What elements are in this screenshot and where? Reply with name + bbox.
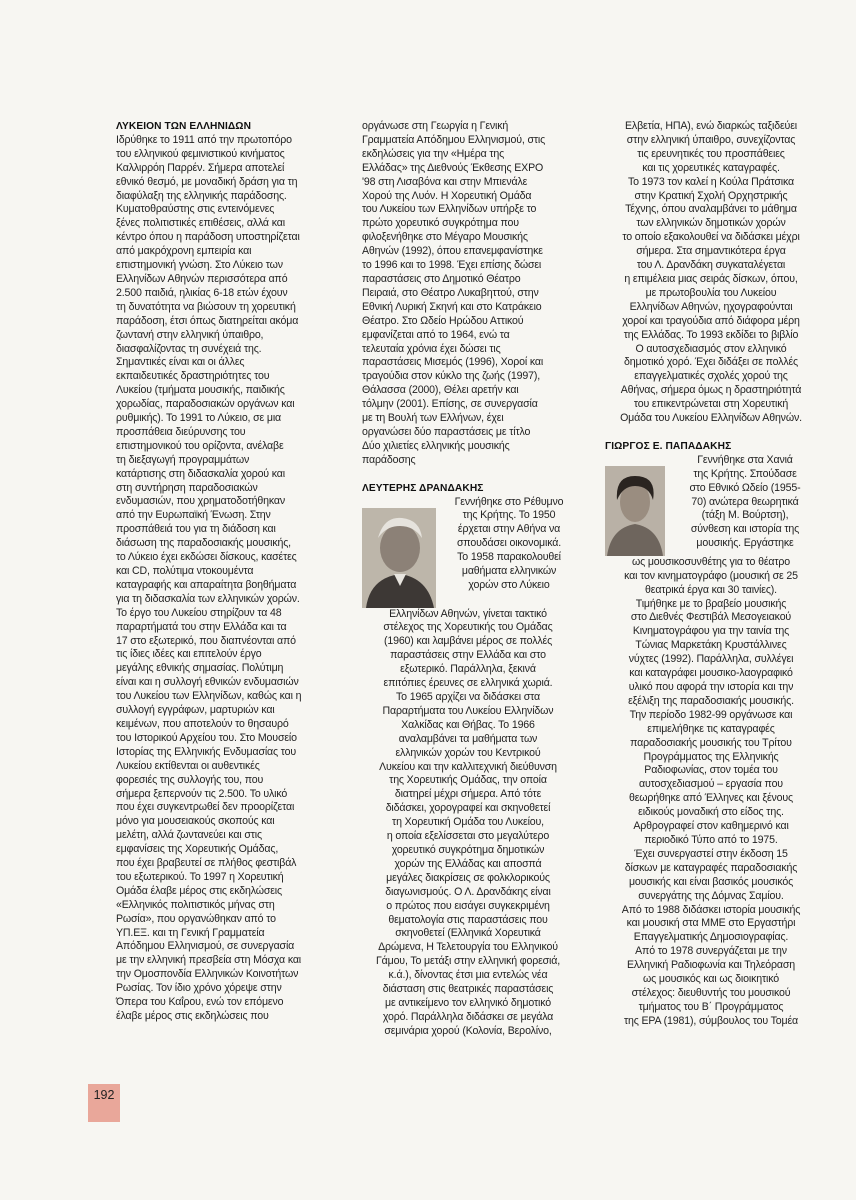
drandakis-bio-continued (605, 120, 817, 426)
text-line: δημοτικό χορό. Έχει διδάξει σε πολλές (624, 356, 798, 369)
text-line: διάσταση στις θεατρικές παραστάσεις (382, 983, 554, 996)
text-line: 70) ανώτερα θεωρητικά (691, 495, 799, 508)
text-line: Απόδημου Ελληνισμού, σε συνεργασία (116, 940, 295, 953)
text-line: για τη διδασκαλία των ελληνικών χορών. (116, 592, 300, 605)
text-line: Δρώμενα, Η Τελετουργία του Ελληνικού (378, 941, 558, 954)
text-line: χοροί και τραγούδια από διάφορα μέρη (622, 314, 800, 327)
text-line: 2.500 παιδιά, ηλικίας 6-18 ετών έχουν (116, 286, 288, 299)
text-line: διδάσκει, χορογραφεί και σκηνοθετεί (385, 802, 551, 815)
text-line: αναλαμβάνει τα μαθήματα των (398, 732, 538, 745)
text-line: Κυματοθραύστης στις εντεινόμενες (116, 203, 275, 216)
text-line: οργανώσει δύο παραστάσεις με τίτλο (362, 425, 531, 438)
text-line: μουσικής. Εργάστηκε (696, 537, 794, 550)
text-line: '98 στη Λισαβόνα και στην Μπιενάλε (362, 175, 528, 188)
text-line: με την ελληνική πρεσβεία στη Μόσχα και (116, 954, 302, 967)
text-line: Προγράμματος της Ελληνικής (643, 750, 779, 763)
text-line: Γραμματεία Απόδημου Ελληνισμού, στις (362, 133, 546, 146)
text-line: επαγγελματικές σχολές χορού της (634, 370, 788, 383)
text-line: του Λ. Δρανδάκη συγκαταλέγεται (636, 259, 786, 272)
papadakis-photo (605, 466, 665, 556)
text-line: στο Διεθνές Φεστιβάλ Μεσογειακού (630, 611, 792, 624)
text-line: το 1996 και το 1998. Έχει επίσης δώσει (362, 259, 542, 272)
text-line: σήμερα ξεπερνούν τις 2.500. Το υλικό (116, 787, 288, 800)
text-line: Ελληνίδων Αθηνών περισσότερα από (116, 272, 288, 285)
text-line: κ.ά.), δίνοντας έτσι μια εντελώς νέα (388, 969, 548, 982)
text-line: χορών της Ελλάδας και αποσπά (394, 857, 542, 870)
text-line: Αθήνας, σήμερα όμως η δραστηριότητά (620, 384, 802, 397)
text-line: Αρθρογραφεί στον καθημερινό και (633, 820, 789, 833)
text-line: τελευταία χρόνια έχει δώσει τις (362, 342, 501, 355)
text-line: περιοδικό Τύπο από το 1975. (644, 833, 778, 846)
text-line: έρχεται στην Αθήνα να (457, 523, 561, 536)
text-line: παράδοσης (362, 453, 416, 466)
text-line: καταγραφής και απαραίτητα βοηθήματα (116, 578, 297, 591)
text-line: από μακρόχρονη εμπειρία και (116, 245, 252, 258)
text-line: των ελληνικών δημοτικών χορών (636, 217, 786, 230)
text-line: (1960) και λαμβάνει μέρος σε πολλές (383, 635, 553, 648)
text-line: (τάξη Μ. Βούρτση), (701, 509, 789, 522)
column-2 (362, 120, 574, 1039)
lykeion-text-continued (362, 120, 574, 468)
text-line: Ραδιοφωνίας, στον τομέα του (644, 764, 778, 777)
text-line: Ιστορίας της Ελληνικής Ενδυμασίας του (116, 745, 297, 758)
text-line: η οποία εξελίσσεται στο μεγαλύτερο (386, 830, 550, 843)
text-line: αυτοσχεδιασμού – εργασία που (639, 778, 783, 791)
text-line: χορών στο Λύκειο (468, 579, 550, 591)
text-line: φορεσιές της συλλογής του, που (116, 773, 264, 786)
text-line: τις ίδιες ιδέες και επιτελούν έργο (116, 648, 262, 661)
text-line: Ρωσίας. Τον ίδιο χρόνο χόρεψε στην (116, 982, 282, 995)
text-line: ενδυμασιών, που χρηματοδοτήθηκαν (116, 495, 285, 508)
text-line: χορό. Παράλληλα διδάσκει σε μεγάλα (382, 1010, 554, 1023)
page-number: 192 (88, 1084, 120, 1122)
text-line: παραστάσεις στο Δημοτικό Θέατρο (362, 272, 521, 285)
text-line: έλαβε μέρος στις εκδηλώσεις που (116, 1010, 269, 1022)
text-line: και τον κινηματογράφο (μουσική σε 25 (624, 569, 798, 582)
text-line: διαφύλαξη της ελληνικής παράδοσης. (116, 189, 287, 202)
text-line: επιστημονικού του ορίζοντα, ανέλαβε (116, 439, 284, 452)
text-line: σεμινάρια χορού (Κολονία, Βερολίνο, (384, 1024, 552, 1037)
text-line: τη δυνατότητα να βιώσουν τη χορευτική (116, 300, 296, 313)
text-line: της Κρήτης. Σπούδασε (693, 467, 797, 480)
text-line: τόλμην (2001). Επίσης, σε συνεργασία (362, 398, 538, 411)
column-1 (116, 120, 328, 1024)
text-line: Ελβετία, ΗΠΑ), ενώ διαρκώς ταξιδεύει (625, 120, 797, 132)
text-line: Καλλιρρόη Παρρέν. Σήμερα αποτελεί (116, 161, 285, 174)
text-line: Γεννήθηκε στα Χανιά (697, 453, 793, 466)
text-line: Ομάδα του Λυκείου Ελληνίδων Αθηνών. (620, 412, 802, 425)
text-line: σύνθεση και ιστορία της (690, 523, 800, 536)
text-line: ο πρώτος που εισάγει συγκεκριμένη (386, 899, 550, 912)
text-line: διαγωνισμούς. Ο Λ. Δρανδάκης είναι (385, 885, 551, 898)
text-line: σκηνοθετεί (Ελληνικά Χορευτικά (395, 927, 541, 940)
text-line: στο Εθνικό Ωδείο (1955- (689, 481, 801, 494)
text-line: στέλεχος: διευθυντής του μουσικού (631, 986, 791, 999)
text-line: Πειραιά, στο Θέατρο Λυκαβηττού, στην (362, 286, 539, 299)
text-line: ΥΠ.ΕΞ. και τη Γενική Γραμματεία (116, 926, 265, 939)
text-line: Ιδρύθηκε το 1911 από την πρωτοπόρο (116, 133, 292, 146)
text-line: εξέλιξη της παραδοσιακής μουσικής. (628, 694, 794, 707)
text-line: Σημαντικές είναι και οι άλλες (116, 356, 245, 369)
text-line: θεωρήθηκε από Έλληνες και ξένους (628, 792, 794, 805)
text-line: το Λύκειο έχει εκδώσει δίσκους, κασέτες (116, 551, 297, 564)
papadakis-bio (605, 556, 817, 1029)
text-line: παράδοση, έτσι όπως διατηρείται ακόμα (116, 314, 299, 327)
text-line: σπουδάσει οικονομικά. (457, 537, 561, 550)
text-line: κειμένων, που αποτελούν το θησαυρό (116, 717, 289, 730)
text-line: εκπαιδευτικές δραστηριότητες του (116, 370, 270, 383)
text-line: διάσωση της παραδοσιακής μουσικής, (116, 537, 291, 550)
text-line: συλλογή εγγράφων, μαρτυριών και (116, 704, 275, 717)
text-line: οργάνωσε στη Γεωργία η Γενική (362, 120, 509, 132)
text-line: παραστάσεις στην Ελλάδα και στο (390, 649, 546, 662)
text-line: εθνικό θεσμό, με μοναδική δράση για τη (116, 175, 298, 188)
text-line: τη Χορευτική Ομάδα του Λυκείου, (392, 816, 544, 829)
text-line: ξένες πολιτιστικές επιθέσεις, αλλά και (116, 217, 285, 230)
text-line: συνεργάτης της Δόμνας Σαμίου. (638, 889, 784, 902)
text-line: εμφανίζεται από το 1964, ενώ τα (362, 328, 510, 341)
text-line: μουσικής και είναι βασικός μουσικός (628, 875, 794, 888)
text-line: Θάλασσα (2000), Θέλει αρετήν και (362, 384, 519, 397)
text-line: Ελληνίδων Αθηνών, γίνεται τακτικό (389, 607, 547, 620)
text-line: εμφανίσεις της Χορευτικής Ομάδας, (116, 843, 279, 856)
text-line: Όπερα του Καΐρου, ενώ τον επόμενο (116, 996, 284, 1009)
text-line: της Χορευτικής Ομάδας, την οποία (389, 774, 547, 787)
text-line: που έχει βραβευτεί σε πλήθος φεστιβάλ (116, 857, 297, 870)
portrait-photo-icon (362, 508, 436, 608)
text-line: της ΕΡΑ (1981), σύμβουλος του Τομέα (623, 1014, 799, 1027)
portrait-photo-icon (605, 466, 665, 556)
text-line: Κινηματογράφου για την ταινία της (632, 625, 790, 638)
text-line: Το 1958 παρακολουθεί (457, 551, 561, 564)
text-line: μεγάλες διακρίσεις σε φολκλορικούς (386, 871, 550, 884)
lykeion-text (116, 134, 328, 1024)
text-line: Εθνική Λυρική Σκηνή και στο Κατράκειο (362, 300, 542, 313)
text-line: της Κρήτης. Το 1950 (462, 509, 556, 522)
drandakis-bio (362, 608, 574, 1039)
text-line: με τη Βουλή των Ελλήνων, έχει (362, 412, 504, 425)
text-line: μελέτη, αλλά ζωντανεύει και στις (116, 829, 262, 842)
text-line: Τιμήθηκε με το βραβείο μουσικής (635, 597, 787, 610)
text-line: κατάρτισης στη διδασκαλία χορού και (116, 467, 285, 480)
text-line: Ομάδα έλαβε μέρος στις εκδηλώσεις (116, 884, 282, 897)
text-line: τμήματος του Β΄ Προγράμματος (638, 1000, 784, 1013)
text-line: Ελληνίδων Αθηνών, ηχογραφούνται (629, 300, 793, 313)
text-line: το οποίο εξακολουθεί να διδάσκει μέχρι (622, 231, 800, 244)
text-line: δίσκων με καταγραφές παραδοσιακής (624, 861, 798, 874)
text-line: ελληνικών χορών του Κεντρικού (395, 746, 541, 759)
text-line: προσπάθεια διεύρυνσης του (116, 425, 246, 438)
text-line: Την περίοδο 1982-99 οργάνωσε και (629, 708, 793, 721)
text-line: Ο αυτοσχεδιασμός στον ελληνικό (635, 342, 787, 355)
text-line: ρυθμικής). Το 1991 το Λύκειο, σε μια (116, 412, 282, 425)
text-line: Τέχνης, όπου αναλαμβάνει το μάθημα (625, 203, 797, 216)
text-line: ως μουσικοσυνθέτης για το θέατρο (631, 555, 791, 568)
text-line: επιτόπιες έρευνες σε ελληνικά χωριά. (383, 677, 553, 690)
text-line: θεματολογία στις παραστάσεις που (388, 913, 548, 926)
text-line: διασφαλίζοντας τη συνέχειά της. (116, 342, 262, 355)
text-line: Το 1965 αρχίζει να διδάσκει στα (396, 691, 540, 703)
text-line: τις ερευνητικές του προσπάθειες (637, 147, 785, 160)
text-line: κέντρο όπου η παράδοση υποστηρίζεται (116, 231, 300, 244)
text-line: πρώτο χορευτικό συγκρότημα που (362, 217, 519, 230)
text-line: του ελληνικού φεμινιστικού κινήματος (116, 147, 285, 160)
text-line: μεγάλης εθνικής σημασίας. Πολύτιμη (116, 662, 284, 675)
text-line: στη συντήρηση παραδοσιακών (116, 481, 258, 494)
text-line: του Ιστορικού Αρχείου του. Στο Μουσείο (116, 731, 297, 744)
text-line: Χορού της Λυόν. Η Χορευτική Ομάδα (362, 189, 532, 202)
text-line: Παραρτήματα του Λυκείου Ελληνίδων (382, 704, 554, 717)
text-line: είναι και η συλλογή εθνικών ενδυμασιών (116, 676, 299, 689)
text-line: τη διεξαγωγή προγραμμάτων (116, 453, 250, 466)
text-line: εξωτερικό. Παράλληλα, ξεκινά (400, 663, 536, 676)
text-line: Από το 1988 διδάσκει ιστορία μουσικής (621, 903, 801, 916)
text-line: τραγούδια στον κύκλο της ζωής (1997), (362, 370, 541, 383)
text-line: παραρτήματά του στην Ελλάδα και τα (116, 620, 287, 633)
text-line: και καταγράφει μουσικο-λαογραφικό (629, 667, 793, 680)
section-heading-papadakis: ΓΙΩΡΓΟΣ Ε. ΠΑΠΑΔΑΚΗΣ (605, 440, 732, 452)
text-line: Ρωσία», που οργανώθηκαν από το (116, 912, 276, 925)
text-line: στέλεχος της Χορευτικής του Ομάδας (383, 621, 553, 634)
text-line: του Λυκείου των Ελληνίδων υπήρξε το (362, 203, 537, 216)
text-line: του εξωτερικού. Το 1997 η Χορευτική (116, 870, 284, 883)
text-line: στην Κρατική Σχολή Ορχηστρικής (634, 189, 788, 202)
text-line: Το 1973 τον καλεί η Κούλα Πράτσικα (627, 175, 794, 188)
text-line: Θέατρο. Στο Ωδείο Ηρώδου Αττικού (362, 314, 524, 327)
text-line: εκδηλώσεις για την «Ημέρα της (362, 147, 505, 160)
text-line: και τις χορευτικές καταγραφές. (642, 161, 780, 174)
text-line: παραδοσιακής μουσικής του Τρίτου (630, 736, 792, 749)
text-line: Από το 1978 συνεργάζεται με την (635, 945, 787, 958)
text-line: Λυκείου εκτίθενται οι αυθεντικές (116, 759, 260, 772)
text-line: Γεννήθηκε στο Ρέθυμνο (454, 495, 564, 508)
text-line: η επιμέλεια μιας σειράς δίσκων, όπου, (624, 272, 798, 285)
text-line: ζωντανή στην ελληνική ύπαιθρο, (116, 328, 264, 341)
text-line: Τώνιας Μαρκετάκη Κρυστάλλινες (635, 639, 787, 652)
text-line: επιμελήθηκε τις καταγραφές (647, 722, 775, 735)
text-line: μόνο για μουσειακούς σκοπούς και (116, 815, 275, 828)
text-line: 17 στο εξωτερικό, που διαπνέονται από (116, 634, 296, 647)
text-line: και CD, πολύτιμα ντοκουμέντα (116, 565, 254, 577)
text-line: χορωδίας, παραδοσιακών οργάνων και (116, 398, 295, 411)
text-line: Έχει συνεργαστεί στην έκδοση 15 (634, 847, 788, 860)
text-line: επιστημονική γνώση. Στο Λύκειο των (116, 259, 283, 272)
text-line: ειδικούς μοναδική στο είδος της. (638, 806, 784, 819)
text-line: στην ελληνική ύπαιθρο, συνεχίζοντας (626, 133, 796, 146)
text-line: νύχτες (1992). Παράλληλα, συλλέγει (628, 653, 794, 666)
text-line: Λυκείου και την καλλιτεχνική διεύθυνση (379, 760, 557, 773)
text-line: και μουσική στα ΜΜΕ στο Εργαστήρι (626, 917, 796, 930)
text-line: από την Ευρωπαϊκή Ένωση. Στην (116, 509, 271, 522)
text-line: Ελληνική Ραδιοφωνία και Τηλεόραση (626, 959, 796, 972)
text-line: διατηρεί μέχρι σήμερα. Από τότε (394, 788, 542, 801)
column-3 (605, 120, 817, 1029)
text-line: Λυκείου (τμήματα μουσικής, παιδικής (116, 384, 285, 397)
text-line: με αντικείμενο τον ελληνικό δημοτικό (385, 996, 551, 1009)
text-line: μαθήματα ελληνικών (461, 565, 557, 578)
text-line: της Ελλάδας. Το 1993 εκδίδει το βιβλίο (623, 328, 799, 341)
text-line: χορευτικό συγκρότημα δημοτικών (391, 843, 545, 856)
section-heading-drandakis: ΛΕΥΤΕΡΗΣ ΔΡΑΝΔΑΚΗΣ (362, 482, 484, 494)
text-line: «Ελληνικός πολιτιστικός μήνας στη (116, 898, 275, 911)
text-line: του Λυκείου των Ελληνίδων, καθώς και η (116, 690, 302, 703)
text-line: που έχει συγκεντρωθεί δεν προορίζεται (116, 801, 295, 814)
text-line: προσπάθειά του για τη διάδοση και (116, 523, 276, 536)
text-line: Ελλάδας» της Διεθνούς Έκθεσης EXPO (362, 161, 544, 174)
text-line: θεατρικά έργα και 30 ταινίες). (645, 583, 777, 596)
text-line: σήμερα. Στα σημαντικότερα έργα (636, 245, 786, 258)
text-line: Δύο χιλιετίες ελληνικής μουσικής (362, 439, 510, 452)
section-heading-lykeion: ΛΥΚΕΙΟΝ ΤΩΝ ΕΛΛΗΝΙΔΩΝ (116, 121, 252, 132)
text-line: Χαλκίδας και Θήβας. Το 1966 (401, 718, 535, 731)
text-line: Αθηνών (1992), όπου επανεμφανίστηκε (362, 245, 543, 258)
drandakis-photo (362, 508, 436, 608)
text-line: με πρωτοβουλία του Λυκείου (645, 286, 777, 299)
text-line: Επαγγελματικής Δημοσιογραφίας. (633, 931, 789, 944)
text-line: Γάμου, Το μετάξι στην ελληνική φορεσιά, (375, 955, 561, 968)
text-line: την Ομοσπονδία Ελληνικών Κοινοτήτων (116, 968, 299, 981)
text-line: ως μουσικός και ως διοικητικό (643, 973, 779, 986)
text-line: φιλοξενήθηκε στο Μέγαρο Μουσικής (362, 231, 528, 244)
text-line: παραστάσεις Μισεμός (1996), Χοροί και (362, 356, 544, 369)
text-line: Το έργο του Λυκείου στηρίζουν τα 48 (116, 606, 282, 619)
text-line: του επικεντρώνεται στη Χορευτική (633, 398, 789, 411)
text-line: υλικό που αφορά την ιστορία και την (628, 681, 794, 693)
